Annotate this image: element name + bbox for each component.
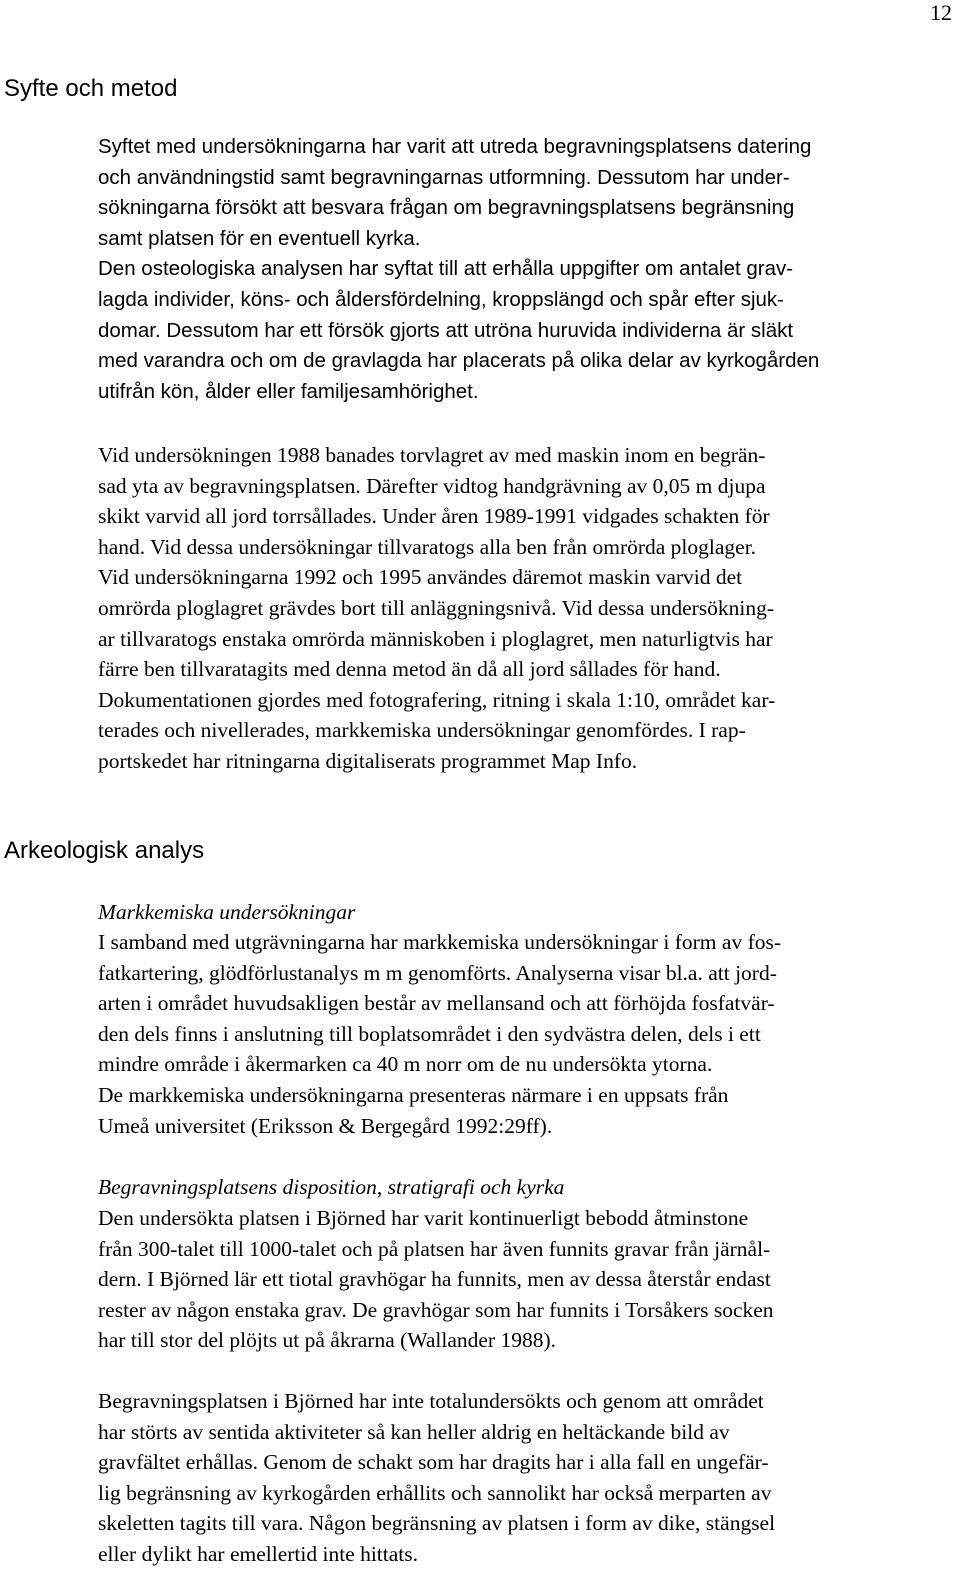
text-line: hand. Vid dessa undersökningar tillvaratogs alla ben från omrörda ploglager.	[98, 534, 757, 559]
text-line: Dokumentationen gjordes med fotografering, ritning i skala 1:10, området kar-	[98, 687, 776, 712]
text-line: Den osteologiska analysen har syftat till att erhålla uppgifter om antalet grav-	[98, 257, 794, 281]
text-line: lagda individer, köns- och åldersfördelning, kroppslängd och spår efter sjuk-	[98, 287, 784, 311]
text-line: lig begränsning av kyrkogården erhållits och sannolikt har också merparten av	[98, 1480, 772, 1505]
text-line: utifrån kön, ålder eller familjesamhörighet.	[98, 379, 479, 403]
page-number: 12	[930, 0, 952, 25]
text-line: fatkartering, glödförlustanalys m m genomförts. Analyserna visar bl.a. att jord-	[98, 960, 777, 985]
text-line: De markkemiska undersökningarna presenteras närmare i en uppsats från	[98, 1082, 729, 1107]
text-line: gravfältet erhållas. Genom de schakt som har dragits har i alla fall en ungefär-	[98, 1450, 769, 1475]
text-line: I samband med utgrävningarna har markkemiska undersökningar i form av fos-	[98, 930, 782, 954]
heading-arkeologisk-analys: Arkeologisk analys	[4, 837, 205, 864]
paragraph-syfte-1	[98, 132, 958, 407]
text-line: färre ben tillvaratagits med denna metod än då all jord sållades för hand.	[98, 657, 721, 682]
text-line: Syftet med undersökningarna har varit att utreda begravningsplatsens datering	[98, 135, 812, 158]
subheading-text: Begravningsplatsens disposition, stratigrafi och kyrka	[98, 1175, 565, 1199]
text-line: och användningstid samt begravningarnas utformning. Dessutom har under-	[98, 165, 790, 189]
text-line: Begravningsplatsen i Björned har inte totalundersökts och genom att området	[98, 1389, 764, 1413]
text-line: ar tillvaratogs enstaka omrörda människoben i ploglagret, men naturligtvis har	[98, 626, 773, 651]
text-line: Vid undersökningarna 1992 och 1995 användes däremot maskin varvid det	[98, 565, 743, 590]
text-line: arten i området huvudsakligen består av mellansand och att förhöjda fosfatvär-	[98, 991, 775, 1016]
paragraph-markkemiska	[98, 927, 958, 1141]
text-line: portskedet har ritningarna digitaliserats programmet Map Info.	[98, 748, 638, 773]
text-line: mindre område i åkermarken ca 40 m norr om de nu undersökta ytorna.	[98, 1052, 713, 1077]
text-line: Vid undersökningen 1988 banades torvlagret av med maskin inom en begrän-	[98, 443, 766, 467]
text-line: samt platsen för en eventuell kyrka.	[98, 226, 421, 250]
text-line: sad yta av begravningsplatsen. Därefter vidtog handgrävning av 0,05 m djupa	[98, 473, 766, 498]
text-line: dern. I Björned lär ett tiotal gravhögar ha funnits, men av dessa återstår endast	[98, 1267, 771, 1292]
paragraph-metod-1	[98, 440, 958, 777]
text-line: omrörda ploglagret grävdes bort till anläggningsnivå. Vid dessa undersökning-	[98, 595, 775, 620]
text-line: Umeå universitet (Eriksson & Bergegård 1992:29ff).	[98, 1113, 553, 1138]
subheading-markkemiska	[98, 897, 958, 928]
text-line: domar. Dessutom har ett försök gjorts att utröna huruvida individerna är släkt	[98, 318, 794, 342]
text-line: terades och nivellerades, markkemiska undersökningar genomfördes. I rap-	[98, 718, 746, 743]
text-line: skikt varvid all jord torrsållades. Under åren 1989-1991 vidgades schakten för	[98, 504, 770, 529]
subheading-begravningsplatsens-disposition	[98, 1172, 958, 1203]
text-line: eller dylikt har emellertid inte hittats.	[98, 1541, 419, 1566]
text-line: har till stor del plöjts ut på åkrarna (Wallander 1988).	[98, 1328, 556, 1353]
text-line: från 300-talet till 1000-talet och på platsen har även funnits gravar från järnål-	[98, 1236, 771, 1261]
text-line: har störts av sentida aktiviteter så kan heller aldrig en heltäckande bild av	[98, 1419, 730, 1444]
text-line: Den undersökta platsen i Björned har varit kontinuerligt bebodd åtminstone	[98, 1206, 749, 1230]
text-line: rester av någon enstaka grav. De gravhögar som har funnits i Torsåkers socken	[98, 1297, 774, 1322]
paragraph-disposition-1	[98, 1203, 958, 1356]
text-line: den dels finns i anslutning till boplatsområdet i den sydvästra delen, dels i ett	[98, 1021, 761, 1046]
subheading-text: Markkemiska undersökningar	[98, 900, 356, 924]
heading-syfte-och-metod: Syfte och metod	[4, 75, 178, 102]
text-line: med varandra och om de gravlagda har placerats på olika delar av kyrkogården	[98, 349, 820, 373]
text-line: skeletten tagits till vara. Någon begränsning av platsen i form av dike, stängsel	[98, 1511, 776, 1536]
paragraph-disposition-2	[98, 1386, 958, 1570]
text-line: sökningarna försökt att besvara frågan om begravningsplatsens begränsning	[98, 196, 795, 220]
